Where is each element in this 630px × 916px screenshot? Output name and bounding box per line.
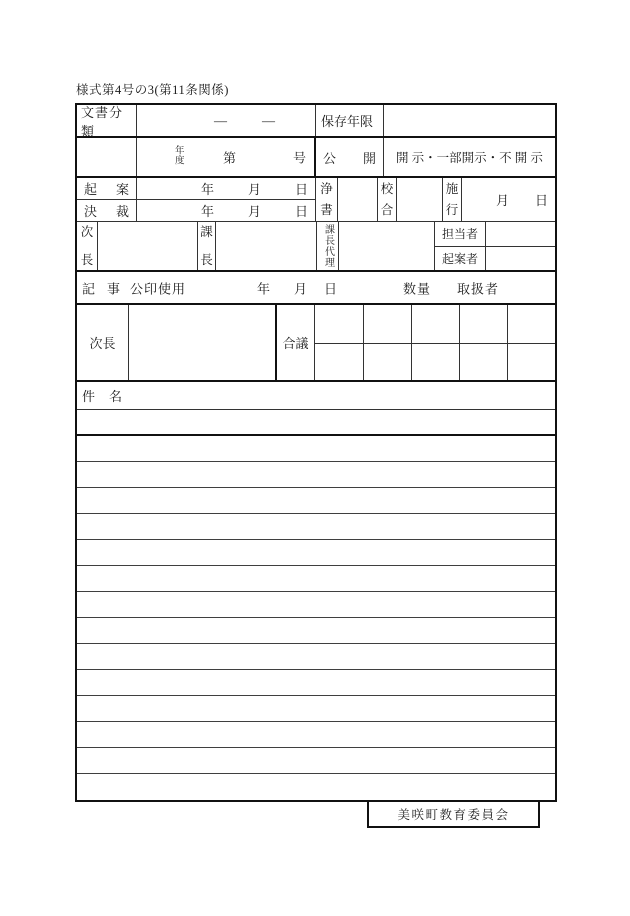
kessai-day-label: 日 (294, 204, 308, 219)
body-line (77, 670, 555, 696)
kacho-label-bottom: 長 (200, 252, 213, 267)
jicho-seal-label-cell (77, 222, 98, 270)
jicho-label-bottom: 長 (80, 252, 94, 267)
kessai-label-row (77, 200, 136, 221)
kiansha-row (435, 247, 555, 271)
staff-block (435, 222, 555, 270)
fiscal-year-bottom: 度 (175, 157, 185, 167)
kian-month-label: 月 (247, 182, 261, 197)
tantosha-label: 担当者 (441, 227, 478, 242)
subject-label-row (77, 382, 555, 410)
subject-value-cell (77, 410, 555, 434)
goi-seal-cell (315, 343, 363, 381)
draft-dates-col (137, 178, 316, 221)
council-jicho-label-cell (77, 305, 129, 380)
doc-class-value-cell (137, 105, 316, 136)
draft-decision-row (77, 178, 555, 222)
doc-number-prefix: 第 (223, 150, 237, 166)
publication-label-cell (316, 138, 384, 176)
council-row (77, 305, 555, 382)
goi-seal-grid (315, 305, 555, 380)
retention-value-cell (384, 105, 555, 136)
josho-value-cell (338, 178, 378, 221)
fiscal-year-label (175, 147, 185, 168)
goi-seal-cell (363, 305, 411, 343)
goi-seal-cell (507, 305, 555, 343)
exec-month-label: 月 (495, 193, 509, 208)
goi-seal-cell (507, 343, 555, 381)
goi-seal-cell (411, 343, 459, 381)
draft-labels-col (77, 178, 137, 221)
body-line (77, 696, 555, 722)
publication-label-right: 開 (362, 150, 376, 166)
kogo-label-bottom: 合 (380, 203, 394, 217)
approval-row (77, 222, 555, 272)
body-line (77, 566, 555, 592)
jicho-seal-cell (98, 222, 198, 270)
subject-value-row (77, 410, 555, 436)
goi-label-cell (277, 305, 315, 380)
publication-label-left: 公 (323, 150, 337, 166)
fiscal-year-top: 年 (175, 146, 185, 157)
record-row (77, 272, 555, 305)
subject-label-ken: 件 (82, 389, 96, 404)
kogo-label-top: 校 (380, 181, 394, 196)
exec-date-cell (462, 178, 555, 221)
body-line (77, 540, 555, 566)
exec-day-label: 日 (534, 193, 548, 208)
doc-number-suffix: 号 (292, 150, 306, 166)
body-line (77, 618, 555, 644)
kacho-label-top: 課 (200, 225, 213, 239)
kian-day-label: 日 (294, 182, 308, 197)
retention-label: 保存年限 (321, 114, 374, 129)
body-line (77, 774, 555, 800)
subject-label-cell (77, 382, 555, 409)
form-table (75, 103, 557, 802)
shiko-label-bottom: 行 (445, 203, 459, 217)
record-month-label: 月 (294, 281, 308, 296)
kogo-label-cell (378, 178, 397, 221)
body-line (77, 488, 555, 514)
kacho-dairi-label-cell (317, 222, 339, 270)
kacho-dairi-seal-cell (339, 222, 435, 270)
doc-number-row (77, 138, 555, 178)
goi-label: 合議 (282, 336, 309, 351)
goi-seal-cell (315, 305, 363, 343)
doc-class-row (77, 105, 555, 138)
record-year-label: 年 (257, 281, 271, 296)
josho-label-cell (316, 178, 338, 221)
record-cell (77, 272, 555, 303)
kessai-year-label: 年 (200, 204, 214, 219)
council-jicho-seal-cell (129, 305, 277, 380)
kessai-month-label: 月 (247, 204, 261, 219)
kogo-value-cell (397, 178, 443, 221)
body-line (77, 436, 555, 462)
shiko-label-cell (443, 178, 462, 221)
kiansha-label-cell (435, 247, 486, 271)
seal-use-label: 公印使用 (130, 281, 187, 296)
form-title: 様式第4号の3(第11条関係) (76, 83, 229, 97)
kian-date-row (137, 178, 315, 200)
body-writing-area (77, 436, 555, 800)
body-line (77, 722, 555, 748)
goi-seal-cell (363, 343, 411, 381)
shiko-label-top: 施 (445, 181, 459, 196)
org-stamp-text: 美咲町教育委員会 (397, 808, 510, 822)
kessai-label-2: 裁 (115, 204, 129, 219)
kacho-dairi-label: 課長代理 (322, 224, 334, 268)
kiansha-value-cell (486, 247, 555, 271)
record-ki-label: 記 (82, 281, 96, 296)
kacho-seal-label-cell (198, 222, 216, 270)
body-line (77, 748, 555, 774)
record-day-label: 日 (324, 281, 338, 296)
retention-label-cell (316, 105, 384, 136)
kian-label-2: 案 (115, 182, 129, 197)
goi-seal-cell (459, 343, 507, 381)
tantosha-value-cell (486, 222, 555, 246)
doc-number-blank-cell (77, 138, 137, 176)
jicho-label-top: 次 (80, 225, 94, 239)
org-stamp-box (367, 800, 540, 828)
body-line (77, 462, 555, 488)
kian-label-row (77, 178, 136, 200)
josho-label-top: 浄 (320, 181, 333, 196)
kian-year-label: 年 (200, 182, 214, 197)
goi-seal-cell (411, 305, 459, 343)
handler-label: 取扱者 (457, 281, 500, 296)
kacho-seal-cell (216, 222, 317, 270)
doc-class-dash-left: — (214, 112, 227, 128)
doc-class-label-cell (77, 104, 137, 139)
body-line (77, 644, 555, 670)
quantity-label: 数量 (403, 281, 432, 296)
doc-class-label: 文書分類 (81, 104, 124, 139)
kiansha-label: 起案者 (441, 251, 478, 266)
body-line (77, 592, 555, 618)
tantosha-label-cell (435, 222, 486, 246)
goi-seal-cell (459, 305, 507, 343)
josho-label-bottom: 書 (320, 203, 333, 217)
record-ji-label: 事 (107, 281, 121, 296)
disclosure-options-cell (384, 138, 555, 176)
disclosure-options-text: 開 示・一部開示・不 開 示 (396, 151, 543, 165)
doc-number-cell (137, 138, 316, 176)
doc-class-dash-right: — (262, 112, 275, 128)
kessai-date-row (137, 200, 315, 221)
kessai-label-1: 決 (84, 204, 98, 219)
subject-label-mei: 名 (109, 389, 123, 404)
body-line (77, 514, 555, 540)
council-jicho-label: 次長 (89, 336, 116, 351)
kian-label-1: 起 (84, 182, 98, 197)
tantosha-row (435, 222, 555, 247)
